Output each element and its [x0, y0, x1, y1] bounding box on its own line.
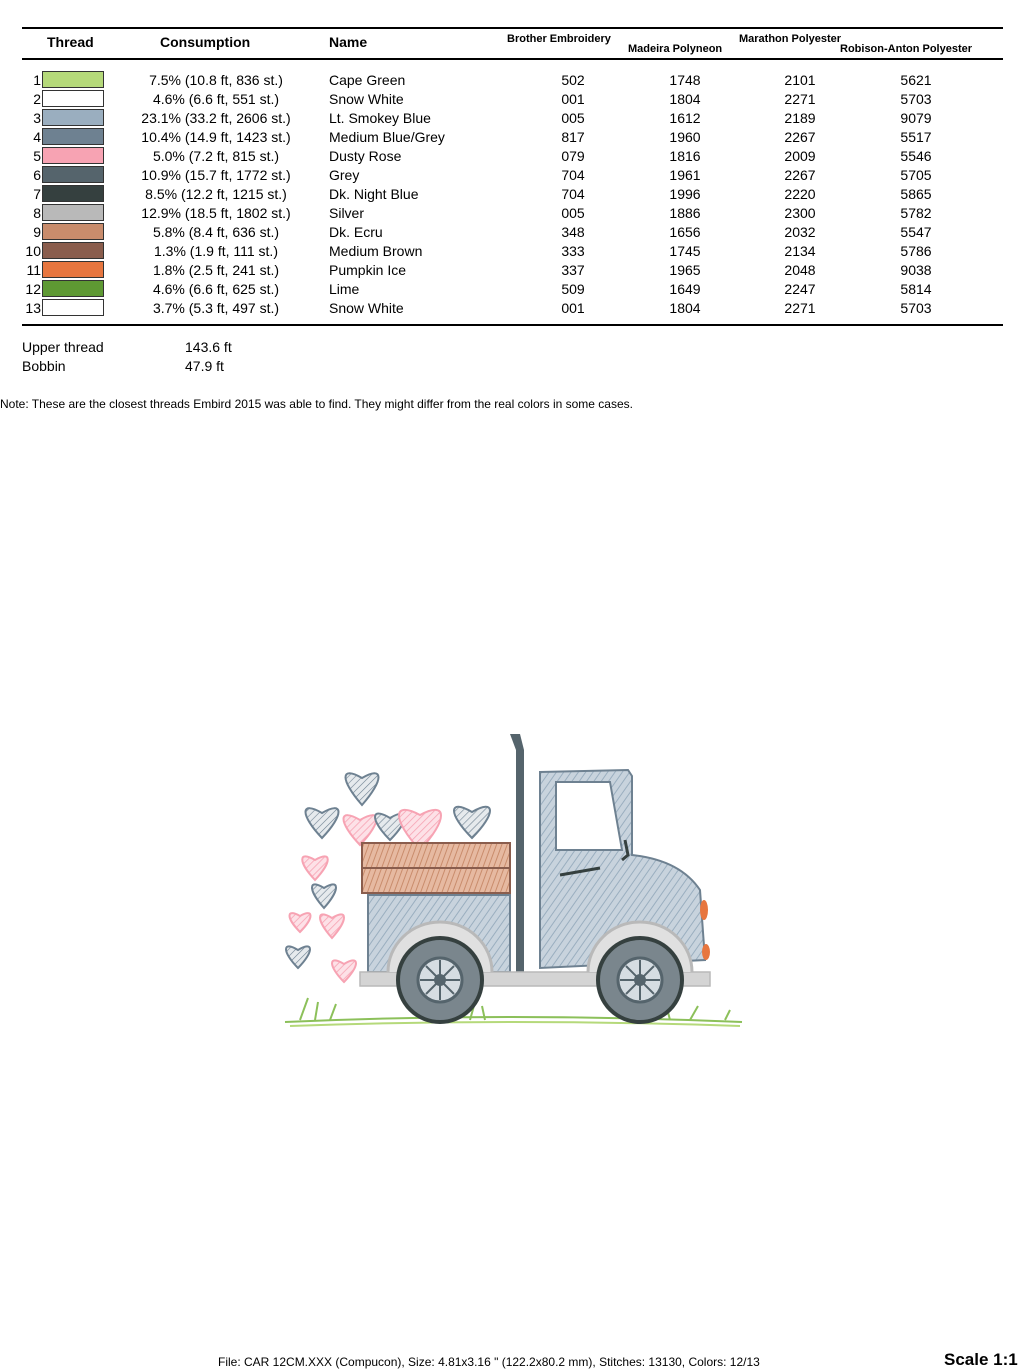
thread-color-swatch [42, 261, 104, 278]
table-row [0, 222, 1024, 241]
table-row [0, 260, 1024, 279]
madeira-code: 1816 [669, 148, 701, 164]
table-row [0, 298, 1024, 317]
thread-color-swatch [42, 223, 104, 240]
thread-color-swatch [42, 185, 104, 202]
upper-thread-value: 143.6 ft [185, 339, 232, 355]
madeira-code: 1804 [669, 91, 701, 107]
thread-consumption: 4.6% (6.6 ft, 551 st.) [152, 91, 280, 107]
thread-consumption: 10.4% (14.9 ft, 1423 st.) [141, 129, 291, 145]
thread-number: 1 [33, 72, 41, 88]
thread-number: 3 [33, 110, 41, 126]
brother-code: 005 [561, 205, 585, 221]
header-brother: Brother Embroidery [507, 33, 611, 45]
robison-code: 5703 [900, 300, 932, 316]
brother-code: 079 [561, 148, 585, 164]
table-row [0, 70, 1024, 89]
thread-name: Pumpkin Ice [329, 262, 407, 278]
robison-code: 9038 [900, 262, 932, 278]
table-row [0, 165, 1024, 184]
thread-name: Medium Blue/Grey [329, 129, 445, 145]
table-row [0, 203, 1024, 222]
thread-name: Grey [329, 167, 360, 183]
brother-code: 704 [561, 167, 585, 183]
thread-consumption: 23.1% (33.2 ft, 2606 st.) [141, 110, 291, 126]
robison-code: 5865 [900, 186, 932, 202]
thread-color-swatch [42, 128, 104, 145]
wheel-icon [398, 938, 482, 1022]
thread-color-swatch [42, 204, 104, 221]
thread-color-swatch [42, 299, 104, 316]
thread-number: 12 [25, 281, 41, 297]
thread-name: Lt. Smokey Blue [329, 110, 431, 126]
thread-consumption: 5.0% (7.2 ft, 815 st.) [152, 148, 280, 164]
bobbin-label: Bobbin [22, 358, 66, 374]
table-bottom-rule [22, 324, 1003, 326]
marathon-code: 2300 [784, 205, 816, 221]
madeira-code: 1961 [669, 167, 701, 183]
thread-consumption: 8.5% (12.2 ft, 1215 st.) [145, 186, 287, 202]
thread-number: 11 [26, 262, 41, 278]
robison-code: 5705 [900, 167, 932, 183]
robison-code: 5703 [900, 91, 932, 107]
thread-name: Lime [329, 281, 360, 297]
table-row [0, 184, 1024, 203]
thread-number: 10 [25, 243, 41, 259]
thread-name: Silver [329, 205, 365, 221]
thread-consumption: 5.8% (8.4 ft, 636 st.) [152, 224, 280, 240]
marathon-code: 2189 [784, 110, 816, 126]
marathon-code: 2271 [784, 300, 816, 316]
thread-name: Dk. Night Blue [329, 186, 419, 202]
madeira-code: 1996 [669, 186, 701, 202]
thread-number: 9 [33, 224, 41, 240]
truck-icon [360, 734, 710, 1022]
madeira-code: 1649 [669, 281, 701, 297]
marathon-code: 2267 [784, 129, 816, 145]
scale-label: Scale 1:1 [944, 1350, 1018, 1369]
brother-code: 817 [561, 129, 585, 145]
madeira-code: 1745 [669, 243, 701, 259]
thread-number: 8 [33, 205, 41, 221]
robison-code: 5814 [900, 281, 932, 297]
madeira-code: 1965 [669, 262, 701, 278]
table-header-rule [22, 58, 1003, 60]
brother-code: 704 [561, 186, 585, 202]
marathon-code: 2220 [784, 186, 816, 202]
upper-thread-label: Upper thread [22, 339, 104, 355]
table-row [0, 279, 1024, 298]
embroidery-design-preview [270, 720, 750, 1040]
header-thread: Thread [47, 34, 94, 50]
table-row [0, 127, 1024, 146]
note-text: Note: These are the closest threads Embird 2015 was able to find. They might differ from the real colors in some cases. [0, 397, 633, 411]
table-row [0, 89, 1024, 108]
thread-color-swatch [42, 90, 104, 107]
thread-consumption: 3.7% (5.3 ft, 497 st.) [152, 300, 280, 316]
header-madeira: Madeira Polyneon [628, 43, 723, 55]
wheel-icon [598, 938, 682, 1022]
table-row [0, 146, 1024, 165]
thread-name: Dk. Ecru [329, 224, 383, 240]
thread-name: Medium Brown [329, 243, 423, 259]
madeira-code: 1612 [669, 110, 701, 126]
thread-name: Dusty Rose [329, 148, 402, 164]
thread-consumption: 12.9% (18.5 ft, 1802 st.) [141, 205, 291, 221]
marathon-code: 2134 [784, 243, 816, 259]
brother-code: 502 [561, 72, 585, 88]
thread-consumption: 7.5% (10.8 ft, 836 st.) [149, 72, 283, 88]
madeira-code: 1748 [669, 72, 701, 88]
thread-number: 6 [33, 167, 41, 183]
brother-code: 333 [561, 243, 585, 259]
thread-color-swatch [42, 71, 104, 88]
marathon-code: 2271 [784, 91, 816, 107]
thread-number: 7 [33, 186, 41, 202]
marathon-code: 2247 [784, 281, 816, 297]
brother-code: 337 [561, 262, 585, 278]
robison-code: 5786 [900, 243, 932, 259]
header-marathon: Marathon Polyester [739, 33, 842, 45]
marathon-code: 2048 [784, 262, 816, 278]
thread-name: Snow White [329, 91, 404, 107]
thread-consumption: 10.9% (15.7 ft, 1772 st.) [141, 167, 291, 183]
marathon-code: 2009 [784, 148, 816, 164]
marathon-code: 2032 [784, 224, 816, 240]
brother-code: 001 [561, 91, 585, 107]
robison-code: 5782 [900, 205, 932, 221]
thread-consumption: 4.6% (6.6 ft, 625 st.) [152, 281, 280, 297]
thread-number: 13 [25, 300, 41, 316]
thread-color-swatch [42, 280, 104, 297]
thread-number: 5 [33, 148, 41, 164]
thread-color-swatch [42, 242, 104, 259]
brother-code: 005 [561, 110, 585, 126]
table-row [0, 108, 1024, 127]
robison-code: 5621 [900, 72, 932, 88]
thread-color-swatch [42, 109, 104, 126]
robison-code: 5546 [900, 148, 932, 164]
brother-code: 001 [561, 300, 585, 316]
thread-consumption: 1.3% (1.9 ft, 111 st.) [154, 243, 278, 259]
madeira-code: 1656 [669, 224, 701, 240]
madeira-code: 1886 [669, 205, 701, 221]
madeira-code: 1804 [669, 300, 701, 316]
brother-code: 509 [561, 281, 585, 297]
table-top-rule [22, 27, 1003, 29]
marathon-code: 2101 [784, 72, 816, 88]
table-row [0, 241, 1024, 260]
header-name: Name [329, 34, 368, 50]
robison-code: 9079 [900, 110, 932, 126]
bobbin-value: 47.9 ft [185, 358, 224, 374]
thread-number: 4 [33, 129, 41, 145]
header-consumption: Consumption [160, 34, 251, 50]
marathon-code: 2267 [784, 167, 816, 183]
thread-consumption: 1.8% (2.5 ft, 241 st.) [152, 262, 280, 278]
file-info: File: CAR 12CM.XXX (Compucon), Size: 4.81x3.16 " (122.2x80.2 mm), Stitches: 13130, Colors: 12/13 [218, 1355, 760, 1369]
thread-color-swatch [42, 147, 104, 164]
thread-name: Cape Green [329, 72, 406, 88]
brother-code: 348 [561, 224, 585, 240]
robison-code: 5547 [900, 224, 932, 240]
robison-code: 5517 [900, 129, 932, 145]
thread-number: 2 [33, 91, 41, 107]
thread-color-swatch [42, 166, 104, 183]
header-robison: Robison-Anton Polyester [840, 43, 973, 55]
madeira-code: 1960 [669, 129, 701, 145]
thread-name: Snow White [329, 300, 404, 316]
